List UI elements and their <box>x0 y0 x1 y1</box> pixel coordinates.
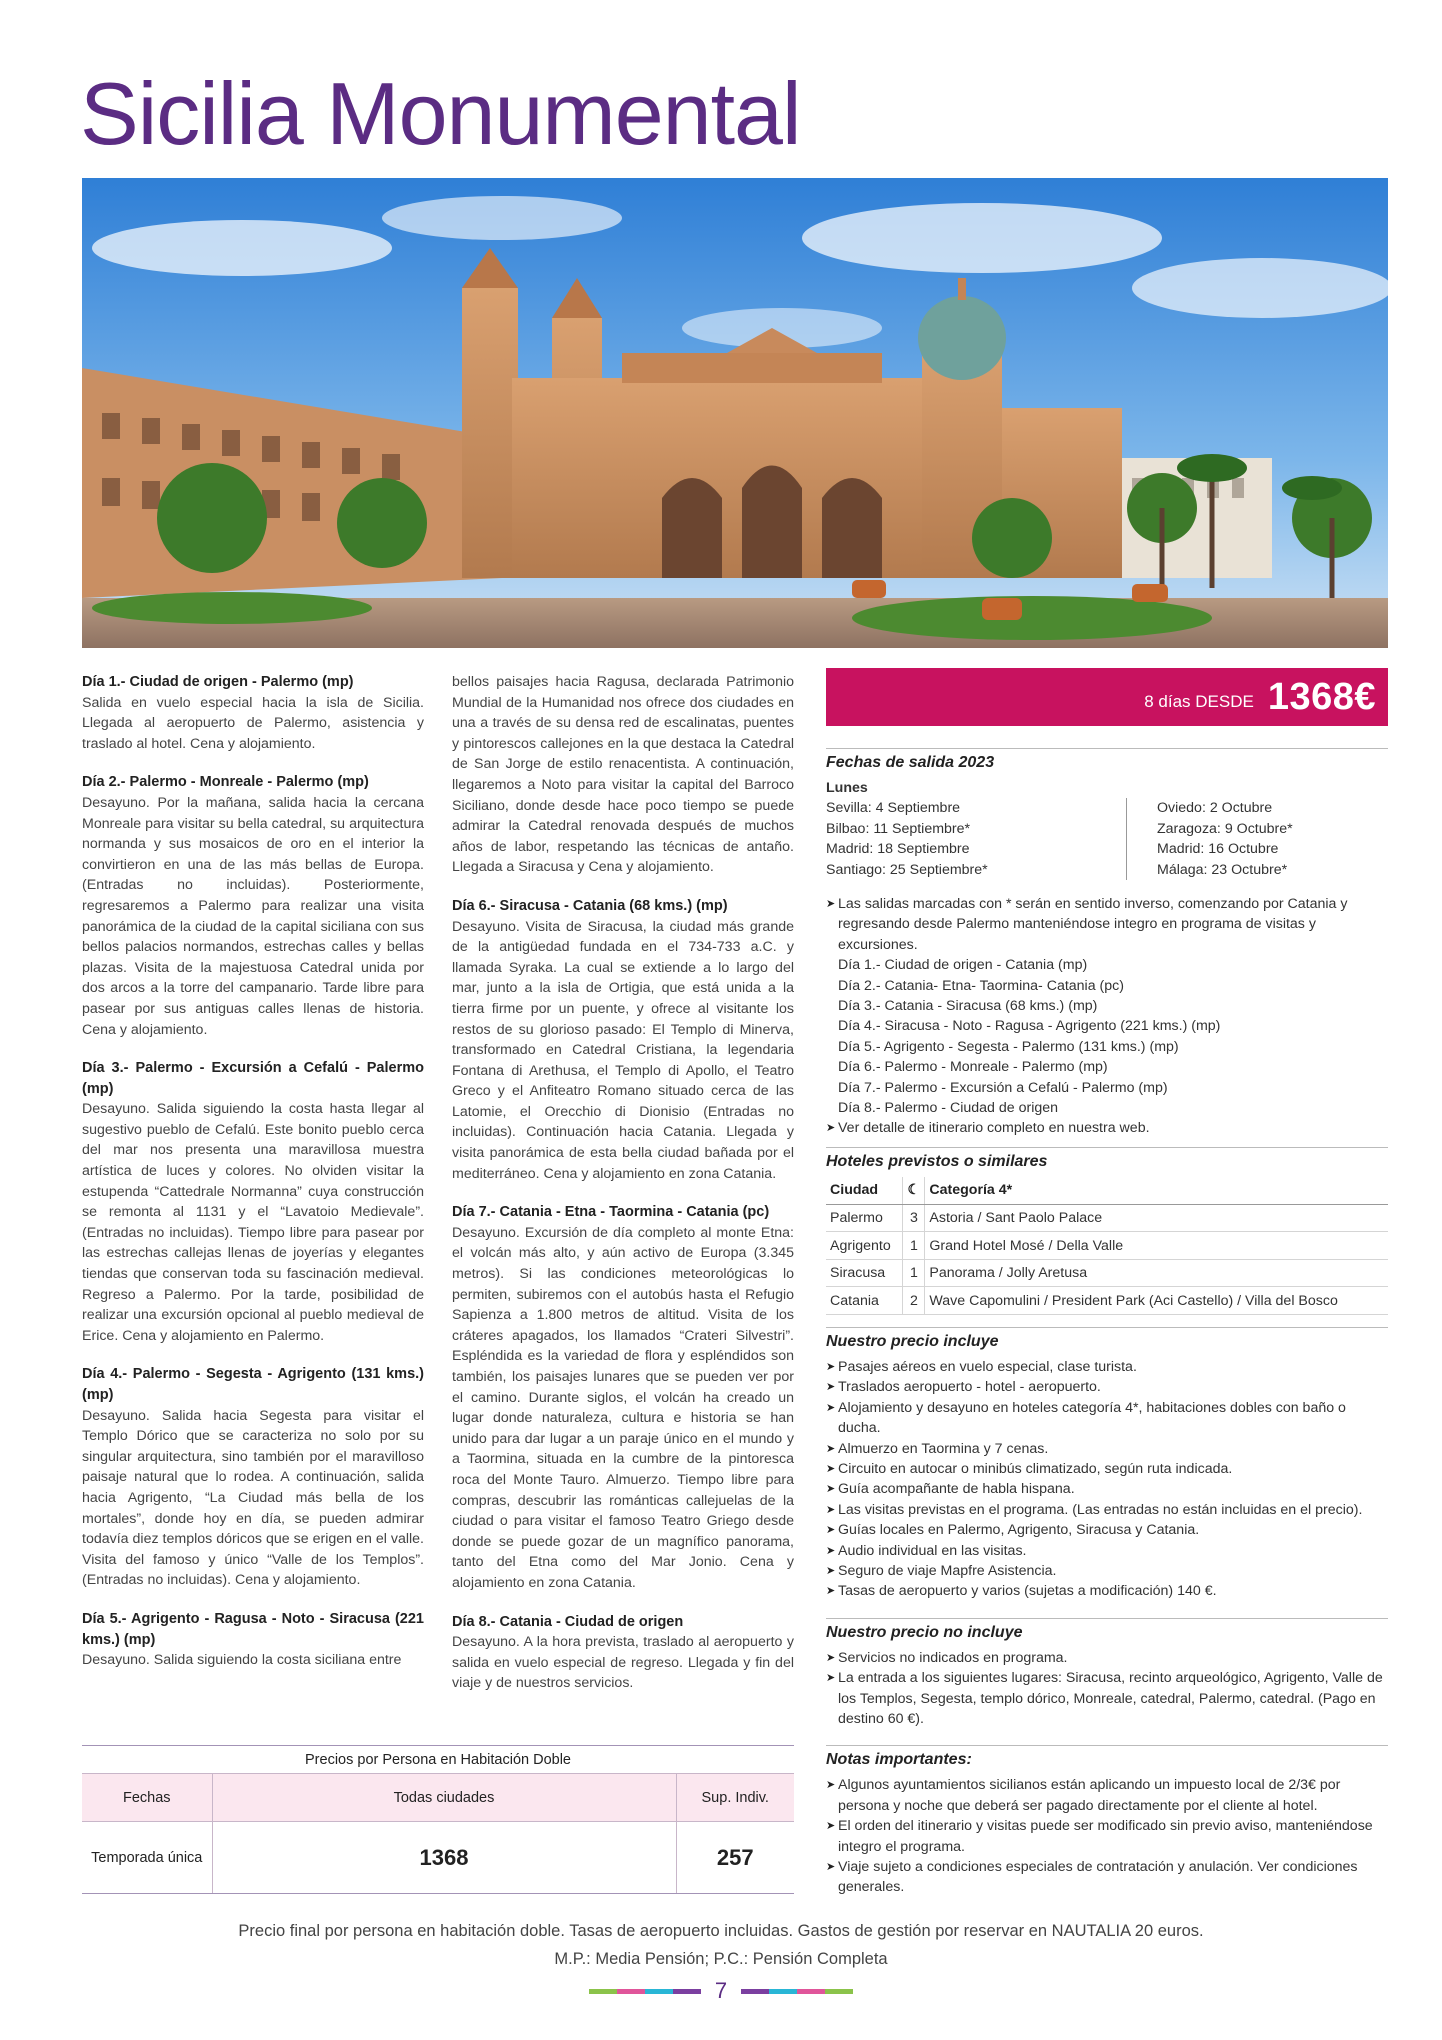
list-item: ➤ Las salidas marcadas con * serán en sentido inverso, comenzando por Catania y regresando desde Palermo manteniéndose integro en programa de visitas y excursiones. <box>826 894 1388 955</box>
day-body: Salida en vuelo especial hacia la isla de Sicilia. Llegada al aeropuerto de Palermo, asistencia y traslado al hotel. Cena y alojamiento. <box>82 694 424 752</box>
itinerary-column-1 <box>82 672 424 1689</box>
decorative-bar-right <box>741 1989 853 1994</box>
itinerary-day <box>82 1364 424 1591</box>
day-heading: Día 6.- Siracusa - Catania (68 kms.) (mp) <box>452 897 728 914</box>
hotel-nights: 2 <box>903 1287 925 1315</box>
hero-photo <box>82 178 1388 648</box>
header-dates: Fechas <box>82 1774 212 1822</box>
itinerary-day <box>82 1609 424 1671</box>
header-single-supplement: Sup. Indiv. <box>676 1774 794 1822</box>
decorative-bar-left <box>589 1989 701 1994</box>
hotel-name: Panorama / Jolly Aretusa <box>925 1259 1388 1287</box>
table-header-row <box>82 1774 794 1822</box>
day-body: Desayuno. Salida siguiendo la costa hasta llegar al sugestivo pueblo de Cefalú. Este bonito pueblo cerca del mar nos presenta una maravillosa muestra artística de luces y colores. No olviden visitar la estupenda “Cattedrale Normanna” cuya construcción se remonta al 1131 y el “Lavatoio Medievale”. (Entradas no incluidas). Tiempo libre para pasear por las estrechas callejas llenas de joyerías y elegantes tiendas que conservan toda su fascinación medieval. Regreso a Palermo. Por la tarde, posibilidad de realizar una excursión opcional al pueblo medieval de Erice. Cena y alojamiento en Palermo. <box>82 1101 424 1344</box>
inverse-route-notes <box>826 894 1388 955</box>
header-city: Ciudad <box>826 1177 903 1205</box>
list-item: ➤ Circuito en autocar o minibús climatizado, según ruta indicada. <box>826 1459 1388 1479</box>
hotel-name: Astoria / Sant Paolo Palace <box>925 1204 1388 1232</box>
price-all-cities: 1368 <box>212 1822 676 1894</box>
hotel-nights: 1 <box>903 1259 925 1287</box>
day-heading: Día 4.- Palermo - Segesta - Agrigento (131 kms.) (mp) <box>82 1366 424 1403</box>
day-body: Desayuno. Salida hacia Segesta para visitar el Templo Dórico que se caracteriza no solo por su singular arquitectura, sino también por el maravilloso paisaje natural que lo rodea. A continuación, salida hacia Agrigento, “La Ciudad más bella de los mortales”, donde hoy en día, se pueden admirar todavía diez templos dóricos que se erigen en el valle. Visita del famoso y único “Valle de los Templos”. (Entradas no incluidas). Cena y alojamiento. <box>82 1407 424 1589</box>
departure-date: Sevilla: 4 Septiembre <box>826 800 961 816</box>
itinerary-day <box>82 1058 424 1346</box>
price-table <box>82 1745 794 1894</box>
table-row <box>82 1822 794 1894</box>
list-item: ➤ Alojamiento y desayuno en hoteles categoría 4*, habitaciones dobles con baño o ducha. <box>826 1398 1388 1439</box>
cathedral-illustration <box>82 178 1388 648</box>
list-item: ➤ La entrada a los siguientes lugares: Siracusa, recinto arqueológico, Agrigento, Valle de los Templos, Segesta, templo dórico, Monreale, catedral, Palermo, catedral. (Pago en destino 60 €). <box>826 1668 1388 1729</box>
hotel-city: Siracusa <box>826 1259 903 1287</box>
moon-icon: ☾ <box>903 1177 925 1205</box>
itinerary-day <box>452 1202 794 1593</box>
day-heading: Día 7.- Catania - Etna - Taormina - Catania (pc) <box>452 1204 770 1221</box>
excludes-title: Nuestro precio no incluye <box>826 1618 1388 1642</box>
departure-date: Bilbao: 11 Septiembre* <box>826 820 971 837</box>
table-row <box>826 1232 1388 1260</box>
hotel-nights: 3 <box>903 1204 925 1232</box>
departure-date: Madrid: 18 Septiembre <box>826 841 970 857</box>
itinerary-day <box>452 896 794 1184</box>
list-item: Día 4.- Siracusa - Noto - Ragusa - Agrigento (221 kms.) (mp) <box>838 1018 1221 1035</box>
hotel-nights: 1 <box>903 1232 925 1260</box>
departures-left <box>826 798 1126 880</box>
notes-title: Notas importantes: <box>826 1745 1388 1769</box>
table-header-row <box>826 1177 1388 1205</box>
inverse-days-list <box>826 955 1388 1118</box>
list-item: Día 5.- Agrigento - Segesta - Palermo (131 kms.) (mp) <box>838 1038 1179 1055</box>
price-single-supplement: 257 <box>676 1822 794 1894</box>
list-item: ➤ Servicios no indicados en programa. <box>826 1648 1388 1668</box>
list-item: Día 6.- Palermo - Monreale - Palermo (mp) <box>838 1059 1108 1076</box>
day-body: bellos paisajes hacia Ragusa, declarada Patrimonio Mundial de la Humanidad nos ofrece dos ciudades en una a través de su densa red de escalinatas, puentes y pintorescos callejones en la que destaca la Catedral de San Jorge de estilo renacentista. A continuación, llegaremos a Noto para visitar la capital del Barroco Siciliano, donde desde hace poco tiempo se puede admirar la Catedral renovada después de muchos años de labor, respetando las técnicas de antaño. Llegada a Siracusa y Cena y alojamiento. <box>452 674 794 876</box>
list-item: Día 3.- Catania - Siracusa (68 kms.) (mp) <box>838 998 1098 1015</box>
hotel-city: Palermo <box>826 1204 903 1232</box>
departure-date: Málaga: 23 Octubre* <box>1157 861 1288 878</box>
itinerary-column-2 <box>452 672 794 1712</box>
table-row <box>826 1287 1388 1315</box>
departure-date: Madrid: 16 Octubre <box>1157 841 1279 857</box>
notes-list <box>826 1775 1388 1897</box>
hotel-name: Wave Capomulini / President Park (Aci Castello) / Villa del Bosco <box>925 1287 1388 1315</box>
page-indicator <box>0 1978 1442 2004</box>
price-band-label: 8 días DESDE <box>1144 692 1254 711</box>
day-body: Desayuno. Por la mañana, salida hacia la cercana Monreale para visitar su bella catedral, su arquitectura normanda y sus mosaicos de oro en el interior la convirtieron en una de las más bellas de Europa. (Entradas no incluidas). Posteriormente, regresaremos a Palermo para realizar una visita panorámica de la ciudad de la capital siciliana con sus bellos palacios normandos, estrechas calles y bellas plazas. Visita de la majestuosa Catedral unida por dos arcos a la torre del campanario. Tarde libre para pasear por sus antiguas calles llenas de historia. Cena y alojamiento. <box>82 794 424 1038</box>
list-item: ➤ Traslados aeropuerto - hotel - aeropuerto. <box>826 1377 1388 1397</box>
page-number: 7 <box>714 1978 728 2003</box>
day-heading: Día 2.- Palermo - Monreale - Palermo (mp) <box>82 774 369 791</box>
departure-date: Santiago: 25 Septiembre* <box>826 861 988 878</box>
price-band <box>826 668 1388 726</box>
day-heading: Día 8.- Catania - Ciudad de origen <box>452 1613 684 1630</box>
includes-title: Nuestro precio incluye <box>826 1327 1388 1351</box>
header-category: Categoría 4* <box>925 1177 1388 1205</box>
list-item: ➤ Almuerzo en Taormina y 7 cenas. <box>826 1439 1388 1459</box>
day-heading: Día 1.- Ciudad de origen - Palermo (mp) <box>82 674 354 690</box>
list-item: ➤ Guías locales en Palermo, Agrigento, Siracusa y Catania. <box>826 1520 1388 1540</box>
list-item: ➤ Ver detalle de itinerario completo en nuestra web. <box>826 1118 1388 1138</box>
list-item: ➤ Algunos ayuntamientos sicilianos están aplicando un impuesto local de 2/3€ por persona y noche que deberá ser pagado directamente por el cliente al hotel. <box>826 1775 1388 1816</box>
page-title: Sicilia Monumental <box>80 64 801 163</box>
itinerary-day <box>452 1612 794 1694</box>
price-table-caption: Precios por Persona en Habitación Doble <box>82 1745 794 1773</box>
hotel-name: Grand Hotel Mosé / Della Valle <box>925 1232 1388 1260</box>
footer-abbreviations: M.P.: Media Pensión; P.C.: Pensión Completa <box>554 1950 888 1968</box>
trip-info-panel <box>826 668 1388 1898</box>
departures-title: Fechas de salida 2023 <box>826 748 1388 772</box>
web-note <box>826 1118 1388 1138</box>
list-item: ➤ Audio individual en las visitas. <box>826 1541 1388 1561</box>
itinerary-day <box>82 772 424 1040</box>
includes-list <box>826 1357 1388 1602</box>
hotels-title: Hoteles previstos o similares <box>826 1147 1388 1171</box>
departure-date: Zaragoza: 9 Octubre* <box>1157 820 1293 837</box>
departures-right <box>1126 798 1388 880</box>
day-heading: Día 3.- Palermo - Excursión a Cefalú - Palermo (mp) <box>82 1060 424 1097</box>
season-label: Temporada única <box>82 1822 212 1894</box>
table-row <box>826 1259 1388 1287</box>
day-body: Desayuno. Salida siguiendo la costa siciliana entre <box>82 1652 402 1669</box>
list-item: ➤ Viaje sujeto a condiciones especiales de contratación y anulación. Ver condiciones generales. <box>826 1857 1388 1898</box>
list-item: ➤ Tasas de aeropuerto y varios (sujetas a modificación) 140 €. <box>826 1581 1388 1601</box>
price-band-amount: 1368€ <box>1267 675 1376 718</box>
hotel-city: Agrigento <box>826 1232 903 1260</box>
day-heading: Día 5.- Agrigento - Ragusa - Noto - Siracusa (221 kms.) (mp) <box>82 1610 424 1648</box>
departure-date: Oviedo: 2 Octubre <box>1157 800 1273 816</box>
header-all-cities: Todas ciudades <box>212 1774 676 1822</box>
hotel-city: Catania <box>826 1287 903 1315</box>
itinerary-day-continued <box>452 672 794 878</box>
list-item: ➤ Guía acompañante de habla hispana. <box>826 1479 1388 1499</box>
list-item: ➤ Seguro de viaje Mapfre Asistencia. <box>826 1561 1388 1581</box>
list-item: Día 2.- Catania- Etna- Taormina- Catania (pc) <box>838 977 1124 994</box>
list-item: Día 1.- Ciudad de origen - Catania (mp) <box>838 957 1088 974</box>
price-table-grid <box>82 1773 794 1894</box>
day-body: Desayuno. Excursión de día completo al monte Etna: el volcán más alto, y aún activo de Europa (3.345 metros). Si las condiciones meteorológicas lo permiten, subiremos con el autobús hasta el Refugio Sapienza a 1.800 metros de altitud. Visita de los cráteres apagados, los llamados “Crateri Silvestri”. Espléndida es la variedad de flora y espléndidos son también, los paisajes lunares que se pueden ver por el camino. Durante siglos, el volcán ha creado un lugar donde naturaleza, cultura e historia se han unido para dar lugar a un paraje único en el mundo y a Taormina, situada en la cumbre de la pintoresca roca del Monte Tauro. Almuerzo. Tiempo libre para compras, descubrir las románticas callejuelas de la ciudad o para visitar el famoso Teatro Griego desde donde se puede gozar de un magnífico panorama, tanto del Etna como del Mar Jonio. Cena y alojamiento en zona Catania. <box>452 1224 794 1591</box>
hotels-table <box>826 1177 1388 1315</box>
list-item: ➤ Pasajes aéreos en vuelo especial, clase turista. <box>826 1357 1388 1377</box>
departures-day: Lunes <box>826 780 868 796</box>
footer-note: Precio final por persona en habitación doble. Tasas de aeropuerto incluidas. Gastos de gestión por reservar en NAUTALIA 20 euros. <box>238 1922 1204 1940</box>
itinerary-day <box>82 672 424 754</box>
day-body: Desayuno. A la hora prevista, traslado al aeropuerto y salida en vuelo especial de regreso. Llegada y fin del viaje y de nuestros servicios. <box>452 1634 794 1692</box>
table-row <box>826 1204 1388 1232</box>
day-body: Desayuno. Visita de Siracusa, la ciudad más grande de la antigüedad fundada en el 734-733 a.C. y llamada Syraka. La cual se extiende a lo largo del mar, junto a la isla de Ortigia, que está unida a la tierra firme por un puente, y ofrece al visitante los restos de su glorioso pasado: El Templo di Minerva, transformado en Catedral Cristiana, la legendaria Fontana di Arethusa, el Templo di Apollo, el Teatro Greco y el Anfiteatro Romano situado cerca de las Latomie, el Orecchio di Dionisio (Entradas no incluidas). Continuación hacia Catania. Llegada y visita panorámica de esta bella ciudad bañada por el mediterráneo. Cena y alojamiento en zona Catania. <box>452 918 794 1182</box>
list-item: ➤ El orden del itinerario y visitas puede ser modificado sin previo aviso, manteniéndose integro el programa. <box>826 1816 1388 1857</box>
list-item: Día 8.- Palermo - Ciudad de origen <box>838 1100 1059 1117</box>
list-item: Día 7.- Palermo - Excursión a Cefalú - Palermo (mp) <box>838 1079 1168 1096</box>
departures-grid <box>826 798 1388 880</box>
excludes-list <box>826 1648 1388 1730</box>
list-item: ➤ Las visitas previstas en el programa. (Las entradas no están incluidas en el precio). <box>826 1500 1388 1520</box>
